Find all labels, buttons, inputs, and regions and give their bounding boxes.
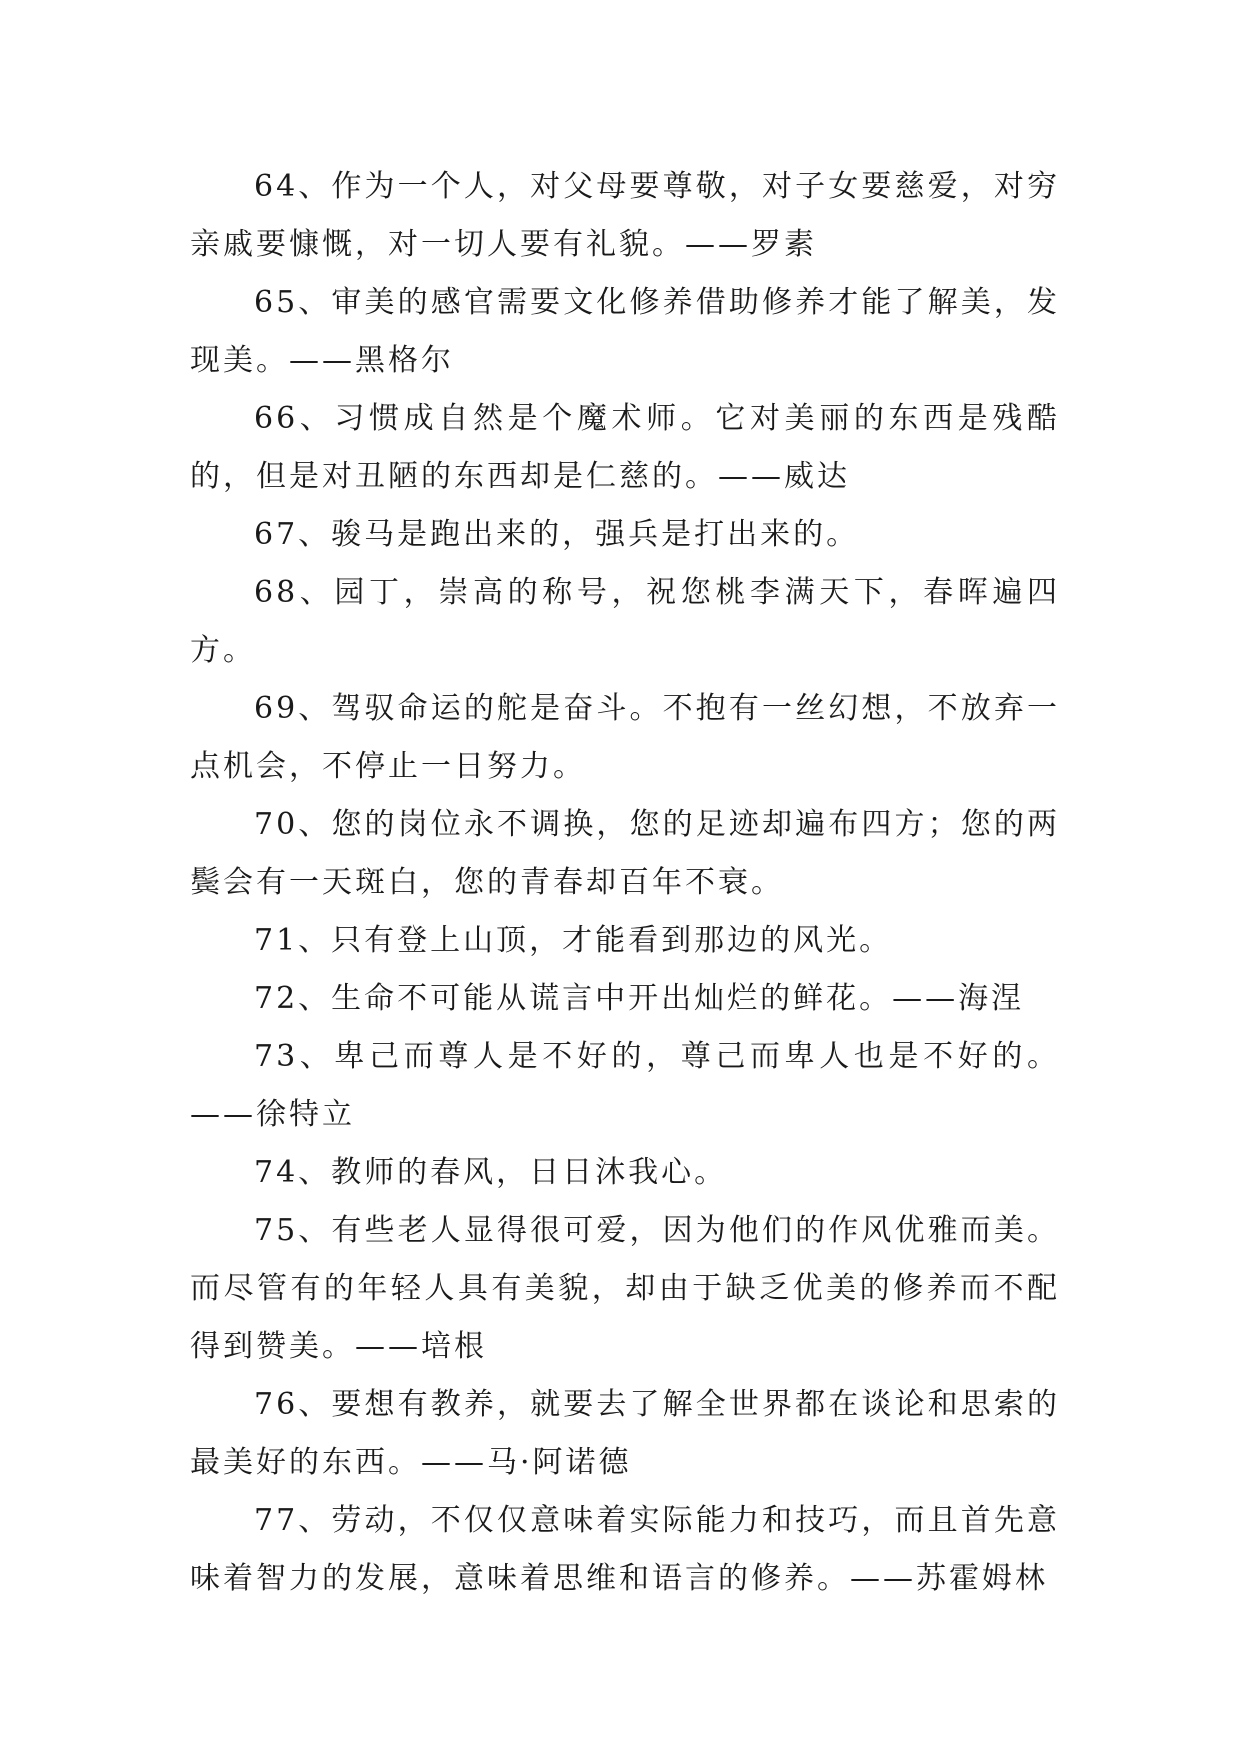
quote-paragraph: 74、教师的春风，日日沐我心。 [254,1155,728,1190]
quote-paragraph: 67、骏马是跑出来的，强兵是打出来的。 [254,517,860,552]
quote-paragraph: 71、只有登上山顶，才能看到那边的风光。 [254,923,893,958]
quote-list [190,158,1060,1608]
quote-paragraph: 72、生命不可能从谎言中开出灿烂的鲜花。——海涅 [254,981,1025,1016]
quote-paragraph: 69、驾驭命运的舵是奋斗。不抱有一丝幻想，不放弃一点机会，不停止一日努力。 [190,691,1060,784]
quote-paragraph: 73、卑己而尊人是不好的，尊己而卑人也是不好的。——徐特立 [190,1039,1060,1132]
quote-paragraph: 77、劳动，不仅仅意味着实际能力和技巧，而且首先意味着智力的发展，意味着思维和语言的修养。——苏霍姆林 [190,1503,1060,1596]
quote-paragraph: 64、作为一个人，对父母要尊敬，对子女要慈爱，对穷亲戚要慷慨，对一切人要有礼貌。——罗素 [190,169,1060,262]
quote-paragraph: 75、有些老人显得很可爱，因为他们的作风优雅而美。而尽管有的年轻人具有美貌，却由于缺乏优美的修养而不配得到赞美。——培根 [190,1213,1060,1364]
quote-paragraph: 65、审美的感官需要文化修养借助修养才能了解美，发现美。——黑格尔 [190,285,1060,378]
quote-paragraph: 68、园丁，崇高的称号，祝您桃李满天下，春晖遍四方。 [190,575,1060,668]
quote-paragraph: 70、您的岗位永不调换，您的足迹却遍布四方；您的两鬓会有一天斑白，您的青春却百年不衰。 [190,807,1060,900]
quote-paragraph: 76、要想有教养，就要去了解全世界都在谈论和思索的最美好的东西。——马·阿诺德 [190,1387,1060,1480]
quote-paragraph: 66、习惯成自然是个魔术师。它对美丽的东西是残酷的，但是对丑陋的东西却是仁慈的。——威达 [190,401,1060,494]
